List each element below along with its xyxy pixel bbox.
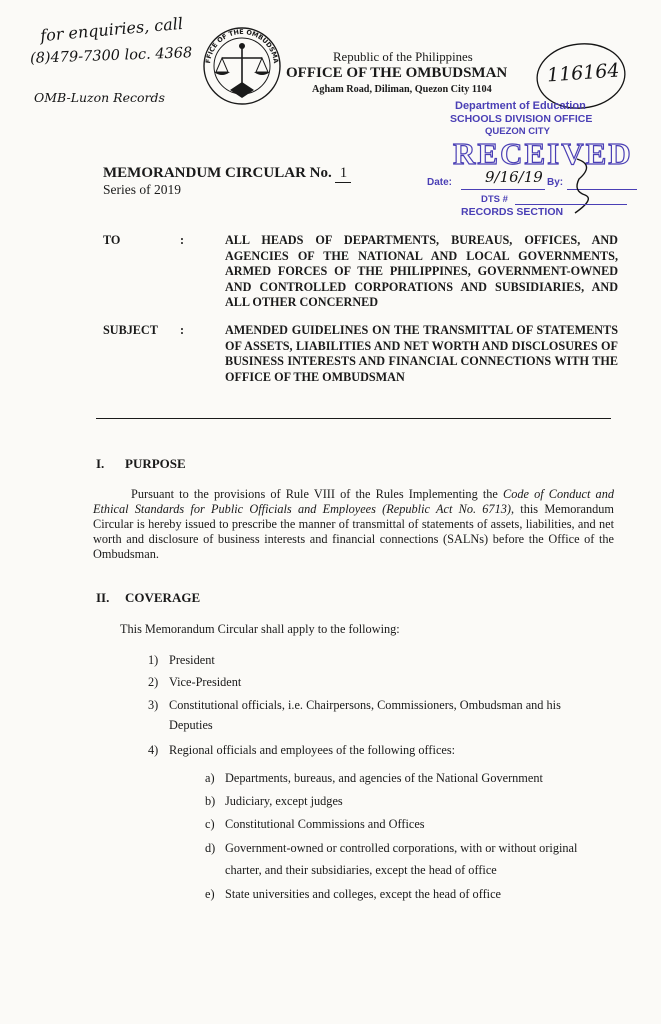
letterhead-country: Republic of the Philippines	[333, 50, 473, 64]
letterhead-office: OFFICE OF THE OMBUDSMAN	[286, 65, 508, 81]
coverage-intro: This Memorandum Circular shall apply to the following:	[120, 622, 400, 636]
stamp-date-value: 9/16/19	[485, 168, 543, 186]
section-purpose-number: I.	[96, 456, 105, 471]
received-stamp	[425, 100, 655, 222]
subject-colon: :	[180, 323, 185, 337]
memo-series: Series of 2019	[103, 182, 181, 197]
stamp-status: RECEIVED	[453, 136, 633, 171]
subject-label: SUBJECT	[103, 323, 158, 337]
list-item: 2) Vice-President	[148, 675, 242, 689]
to-label: TO	[103, 233, 121, 247]
stamp-division: SCHOOLS DIVISION OFFICE	[450, 113, 593, 125]
subject-text: AMENDED GUIDELINES ON THE TRANSMITTAL OF STATEMENTS OF ASSETS, LIABILITIES AND NET WORTH AND DISCLOSURES OF BUSINESS INTERESTS AND FINANCIAL CONNECTIONS WITH THE OFFICE OF THE OMBUDSMAN	[225, 323, 618, 384]
purpose-text-post: , this Memorandum Circular is hereby issued to prescribe the manner of transmittal of statements of assets, liabilities, and net worth and disclosure of business interests and financial connections (SALNs) before the Office of the Ombudsman.	[93, 502, 614, 561]
memo-number: 1	[335, 165, 351, 183]
stamp-city: QUEZON CITY	[485, 126, 550, 137]
seal-emblem-icon	[200, 24, 284, 110]
sub-list-item: a) Departments, bureaus, and agencies of the National Government	[205, 771, 543, 785]
ombudsman-seal	[200, 24, 284, 110]
purpose-text-pre: Pursuant to the provisions of Rule VIII of the Rules Implementing the	[131, 487, 503, 501]
list-item: 3) Constitutional officials, i.e. Chairpersons, Commissioners, Ombudsman and his Deputies	[148, 698, 561, 732]
to-row	[103, 233, 618, 313]
stamp-dts-label: DTS #	[481, 194, 508, 205]
sub-list-item: c) Constitutional Commissions and Offices	[205, 817, 425, 831]
handwritten-line-1: for enquiries, call	[39, 13, 184, 46]
stamp-signature-icon	[565, 155, 605, 215]
handwritten-line-3: OMB-Luzon Records	[34, 90, 165, 105]
seal-ring-text: FFICE OF THE OMBUDSMA	[204, 27, 280, 64]
to-text: ALL HEADS OF DEPARTMENTS, BUREAUS, OFFICES, AND AGENCIES OF THE NATIONAL AND LOCAL GOVERNMENTS, ARMED FORCES OF THE PHILIPPINES, GOVERNMENT-OWNED AND CONTROLLED CORPORATIONS AND SUBSIDIARIES, AND ALL OTHER CONCERNED	[225, 233, 618, 309]
subject-row	[103, 323, 618, 403]
section-coverage-title: COVERAGE	[125, 590, 201, 605]
section-purpose-title: PURPOSE	[125, 456, 186, 471]
letterhead-address: Agham Road, Diliman, Quezon City 1104	[312, 84, 492, 95]
section-coverage-number: II.	[96, 590, 110, 605]
header-divider	[96, 418, 611, 419]
stamp-date-label: Date:	[427, 177, 453, 188]
list-item: 1) President	[148, 653, 215, 667]
stamp-by-label: By:	[547, 177, 564, 188]
memo-title-text: MEMORANDUM CIRCULAR No.	[103, 165, 332, 181]
purpose-paragraph	[93, 487, 614, 562]
stamp-agency: Department of Education	[455, 100, 586, 112]
sub-list-item: e) State universities and colleges, except the head of office	[205, 887, 502, 901]
section-coverage-heading	[96, 590, 200, 606]
purpose-text-italic: Code of Conduct and Ethical Standards for Public Officials and Employees (Republic Act No. 6713)	[93, 487, 614, 516]
sub-list-item: d) Government-owned or controlled corporations, with or without original charter, and their subsidiaries, except the head of office	[205, 841, 578, 877]
tracking-number-text: 116164	[546, 59, 621, 87]
to-colon: :	[180, 233, 185, 247]
memo-title	[103, 165, 351, 183]
handwritten-line-2: (8)479-7300 loc. 4368	[29, 45, 193, 67]
sub-list-item: b) Judiciary, except judges	[205, 794, 343, 808]
section-purpose-heading	[96, 456, 186, 472]
list-item: 4) Regional officials and employees of the following offices:	[148, 743, 456, 757]
stamp-section: RECORDS SECTION	[461, 206, 564, 218]
